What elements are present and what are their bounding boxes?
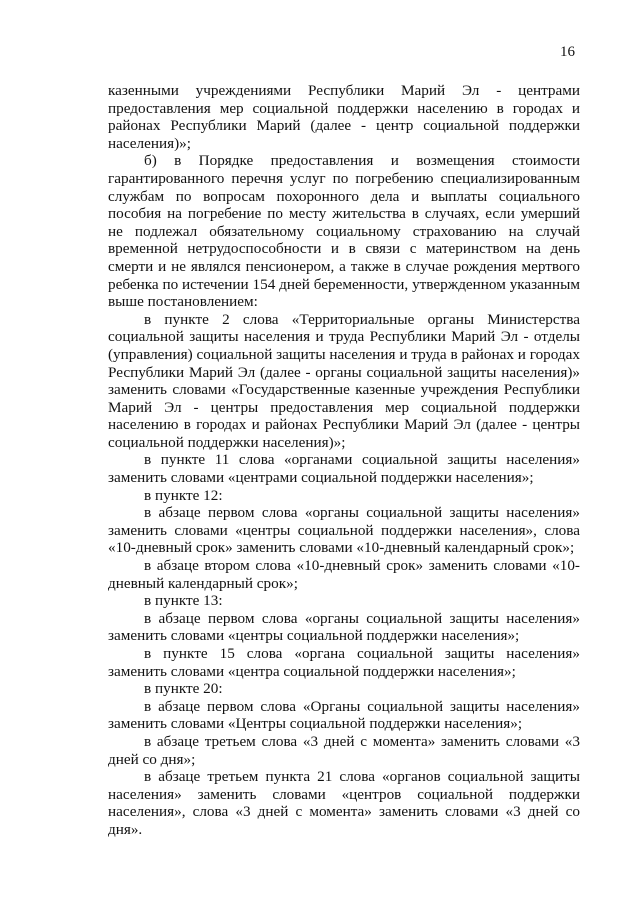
paragraph: в пункте 2 слова «Территориальные органы Министерства социальной защиты населения и труда Республики Марий Эл - отделы (управления) социальной защиты населения и труда в районах и городах Республики Марий Эл (далее - органы социальной защиты населения)» заменить словами «Государственные казенные учреждения Республики Марий Эл - центры предоставления мер социальной поддержки населению в городах и районах Республики Марий Эл (далее - центры социальной поддержки населения)»; bbox=[108, 310, 580, 451]
paragraph: в пункте 12: bbox=[144, 486, 223, 504]
paragraph: в пункте 15 слова «органа социальной защиты населения» заменить словами «центра социальной поддержки населения»; bbox=[108, 645, 580, 680]
paragraph: в пункте 20: bbox=[144, 680, 223, 698]
paragraph: в пункте 13: bbox=[144, 592, 223, 610]
paragraph: казенными учреждениями Республики Марий Эл - центрами предоставления мер социальной поддержки населению в городах и районах Республики Марий (далее - центр социальной поддержки населения)»; bbox=[108, 82, 580, 152]
paragraph: в пункте 11 слова «органами социальной защиты населения» заменить словами «центрами социальной поддержки населения»; bbox=[108, 451, 580, 487]
paragraph: в абзаце третьем слова «3 дней с момента» заменить словами «3 дней со дня»; bbox=[108, 732, 580, 768]
page-number: 16 bbox=[560, 44, 575, 60]
paragraph: в абзаце втором слова «10-дневный срок» заменить словами «10-дневный календарный срок»; bbox=[108, 557, 580, 592]
paragraph: в абзаце первом слова «органы социальной защиты населения» заменить словами «центры социальной поддержки населения»; bbox=[108, 609, 580, 645]
paragraph: в абзаце первом слова «органы социальной защиты населения» заменить словами «центры социальной поддержки населения», слова «10-дневный срок» заменить словами «10-дневный календарный срок»; bbox=[108, 504, 580, 557]
paragraph: б) в Порядке предоставления и возмещения стоимости гарантированного перечня услуг по погребению специализированным службам по вопросам похоронного дела и выплаты социального пособия на погребение по месту жительства в случаях, если умерший не подлежал обязательному социальному страхованию на случай временной нетрудоспособности и в связи с материнством на день смерти и не являлся пенсионером, а также в случае рождения мертвого ребенка по истечении 154 дней беременности, утвержденном указанным выше постановлением: bbox=[108, 152, 580, 311]
document-body bbox=[108, 82, 580, 839]
paragraph: в абзаце первом слова «Органы социальной защиты населения» заменить словами «Центры социальной поддержки населения»; bbox=[108, 697, 580, 733]
paragraph: в абзаце третьем пункта 21 слова «органов социальной защиты населения» заменить словами «центров социальной поддержки населения», слова «3 дней с момента» заменить словами «3 дней со дня». bbox=[108, 768, 580, 838]
